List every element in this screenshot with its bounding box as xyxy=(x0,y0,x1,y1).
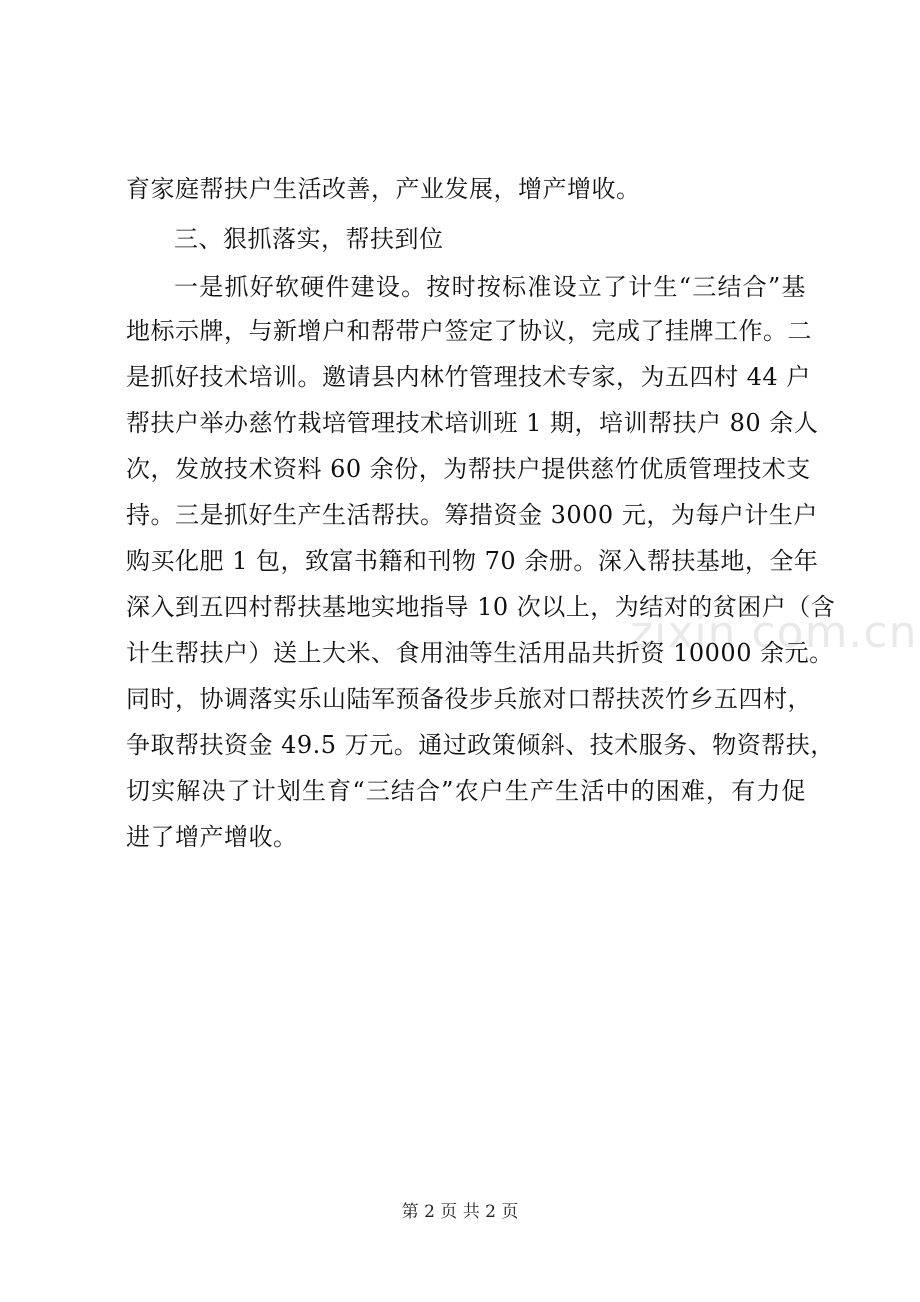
section-heading: 三、狠抓落实，帮扶到位 xyxy=(174,225,444,253)
paragraph-line: 持。三是抓好生产生活帮扶。筹措资金 3000 元，为每户计生户 xyxy=(126,501,818,529)
paragraph-line: 购买化肥 1 包，致富书籍和刊物 70 余册。深入帮扶基地，全年 xyxy=(126,547,819,575)
watermark: zixin.com.cn xyxy=(630,607,918,658)
paragraph-line: 次，发放技术资料 60 余份，为帮扶户提供慈竹优质管理技术支 xyxy=(126,455,811,483)
paragraph-line: 进了增产增收。 xyxy=(126,823,298,851)
paragraph-line: 切实解决了计划生育“三结合”农户生产生活中的困难，有力促 xyxy=(126,777,806,805)
paragraph-line: 计生帮扶户）送上大米、食用油等生活用品共折资 10000 余元。 xyxy=(126,639,834,667)
paragraph-line: 争取帮扶资金 49.5 万元。通过政策倾斜、技术服务、物资帮扶， xyxy=(126,731,835,759)
page-footer: 第 2 页 共 2 页 xyxy=(401,1202,519,1222)
paragraph-line: 深入到五四村帮扶基地实地指导 10 次以上，为结对的贫困户（含 xyxy=(126,593,836,621)
paragraph-line: 帮扶户举办慈竹栽培管理技术培训班 1 期，培训帮扶户 80 余人 xyxy=(126,409,819,437)
paragraph-line: 同时，协调落实乐山陆军预备役步兵旅对口帮扶茨竹乡五四村， xyxy=(126,685,812,713)
paragraph-line: 一是抓好软硬件建设。按时按标准设立了计生“三结合”基 xyxy=(174,273,806,301)
paragraph-line: 是抓好技术培训。邀请县内林竹管理技术专家，为五四村 44 户 xyxy=(126,363,811,391)
paragraph-line: 育家庭帮扶户生活改善，产业发展，增产增收。 xyxy=(126,175,641,203)
paragraph-line: 地标示牌，与新增户和帮带户签定了协议，完成了挂牌工作。二 xyxy=(126,317,812,345)
